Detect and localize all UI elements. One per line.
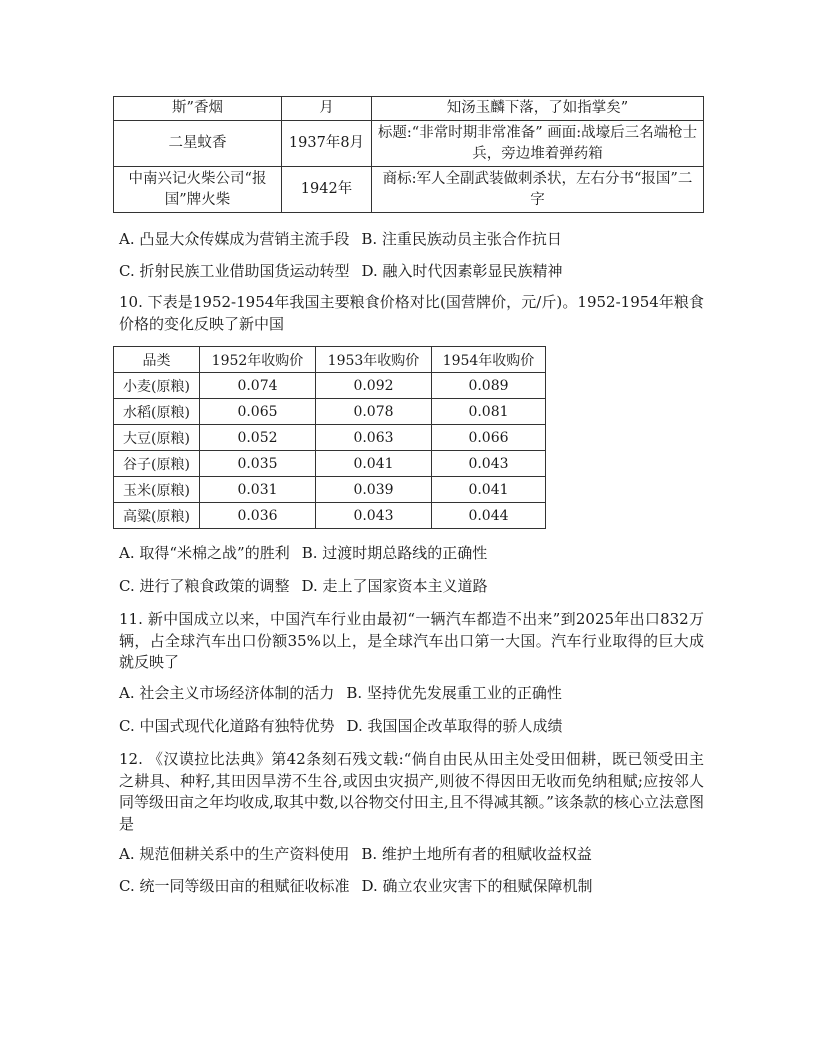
- option-d[interactable]: D. 确立农业灾害下的租赋保障机制: [361, 877, 593, 895]
- table-cell: 中南兴记火柴公司“报国”牌火柴: [114, 167, 282, 213]
- table-cell: 0.074: [200, 373, 316, 399]
- q12-options-row-1: [119, 844, 592, 864]
- table-cell: 0.036: [200, 503, 316, 529]
- table-cell: 商标:军人全副武装做刺杀状，左右分书“报国”二字: [372, 167, 704, 213]
- table-cell: 0.043: [432, 451, 546, 477]
- table-cell: 0.063: [316, 425, 432, 451]
- table-cell: 高粱(原粮): [114, 503, 200, 529]
- table-cell: 斯”香烟: [114, 97, 282, 121]
- table-header: 1953年收购价: [316, 347, 432, 373]
- q9-options-row-1: [119, 229, 562, 249]
- table-row: [114, 121, 704, 167]
- table-cell: 0.041: [432, 477, 546, 503]
- table-cell: 知汤玉麟下落，了如指掌矣”: [372, 97, 704, 121]
- option-a[interactable]: A. 凸显大众传媒成为营销主流手段: [119, 230, 350, 248]
- option-d[interactable]: D. 我国国企改革取得的骄人成绩: [346, 717, 563, 735]
- table-cell: 月: [282, 97, 372, 121]
- table-cell: 二星蚊香: [114, 121, 282, 167]
- table-cell: 0.066: [432, 425, 546, 451]
- advertisement-table: [113, 96, 704, 213]
- table-cell: 0.044: [432, 503, 546, 529]
- table-cell: 0.081: [432, 399, 546, 425]
- option-c[interactable]: C. 折射民族工业借助国货运动转型: [119, 262, 350, 280]
- table-cell: 0.078: [316, 399, 432, 425]
- table-cell: 0.092: [316, 373, 432, 399]
- table-cell: 标题:“非常时期非常准备” 画面:战壕后三名端枪士兵，旁边堆着弹药箱: [372, 121, 704, 167]
- table-header: 1954年收购价: [432, 347, 546, 373]
- q10-options-row-2: [119, 576, 488, 596]
- option-d[interactable]: D. 走上了国家资本主义道路: [301, 577, 488, 595]
- option-b[interactable]: B. 注重民族动员主张合作抗日: [361, 230, 562, 248]
- q9-options-row-2: [119, 261, 563, 281]
- table-row: [114, 373, 546, 399]
- option-a[interactable]: A. 规范佃耕关系中的生产资料使用: [119, 845, 350, 863]
- option-d[interactable]: D. 融入时代因素彰显民族精神: [361, 262, 563, 280]
- table-cell: 1937年8月: [282, 121, 372, 167]
- q12-options-row-2: [119, 876, 593, 896]
- table-cell: 1942年: [282, 167, 372, 213]
- table-row: [114, 477, 546, 503]
- table-cell: 0.043: [316, 503, 432, 529]
- table-header: 品类: [114, 347, 200, 373]
- table-row: [114, 167, 704, 213]
- option-c[interactable]: C. 进行了粮食政策的调整: [119, 577, 290, 595]
- option-a[interactable]: A. 社会主义市场经济体制的活力: [119, 684, 335, 702]
- option-b[interactable]: B. 坚持优先发展重工业的正确性: [346, 684, 562, 702]
- table-header: 1952年收购价: [200, 347, 316, 373]
- table-cell: 水稻(原粮): [114, 399, 200, 425]
- grain-price-table: [113, 346, 546, 529]
- table-row: [114, 97, 704, 121]
- option-a[interactable]: A. 取得“米棉之战”的胜利: [119, 544, 290, 562]
- table-cell: 0.052: [200, 425, 316, 451]
- table-row: [114, 399, 546, 425]
- table-cell: 玉米(原粮): [114, 477, 200, 503]
- table-cell: 0.031: [200, 477, 316, 503]
- table-cell: 大豆(原粮): [114, 425, 200, 451]
- table-row: [114, 425, 546, 451]
- table-cell: 0.041: [316, 451, 432, 477]
- option-b[interactable]: B. 过渡时期总路线的正确性: [301, 544, 488, 562]
- q10-options-row-1: [119, 543, 487, 563]
- q11-options-row-2: [119, 716, 563, 736]
- table-row: [114, 451, 546, 477]
- table-cell: 小麦(原粮): [114, 373, 200, 399]
- option-c[interactable]: C. 统一同等级田亩的租赋征收标准: [119, 877, 350, 895]
- table-row: [114, 503, 546, 529]
- table-cell: 0.035: [200, 451, 316, 477]
- table-cell: 0.039: [316, 477, 432, 503]
- option-c[interactable]: C. 中国式现代化道路有独特优势: [119, 717, 335, 735]
- table-cell: 0.089: [432, 373, 546, 399]
- q12-stem: 12. 《汉谟拉比法典》第42条刻石残文载:“倘自由民从田主处受田佃耕，既已领受田主之耕具、种籽,其田因旱涝不生谷,或因虫灾损产,则彼不得因田无收而免纳租赋;应按邻人同等级田亩之年均收成,取其中数,以谷物交付田主,且不得减其额。”该条款的核心立法意图是: [119, 750, 704, 833]
- table-header-row: [114, 347, 546, 373]
- table-cell: 0.065: [200, 399, 316, 425]
- option-b[interactable]: B. 维护土地所有者的租赋收益权益: [361, 845, 592, 863]
- q11-stem: 11. 新中国成立以来，中国汽车行业由最初“一辆汽车都造不出来”到2025年出口832万辆，占全球汽车出口份额35%以上，是全球汽车出口第一大国。汽车行业取得的巨大成就反映了: [119, 610, 704, 671]
- q10-stem: 10. 下表是1952-1954年我国主要粮食价格对比(国营牌价，元/斤)。1952-1954年粮食价格的变化反映了新中国: [119, 293, 704, 333]
- table-cell: 谷子(原粮): [114, 451, 200, 477]
- q11-options-row-1: [119, 683, 562, 703]
